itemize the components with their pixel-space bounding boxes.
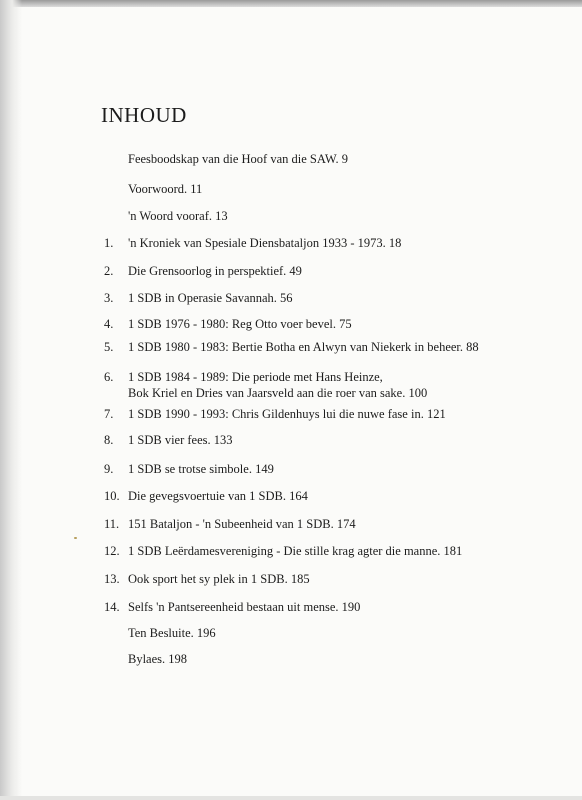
toc-entry-text <box>128 651 187 667</box>
toc-entry-text <box>128 208 228 224</box>
toc-entry-text <box>128 263 302 279</box>
toc-entry-text <box>128 406 446 422</box>
toc-entry-line: Bylaes. 198 <box>128 652 188 666</box>
toc-entry-line: 1 SDB Leërdamesvereniging - Die stille krag agter die manne. 181 <box>128 544 463 558</box>
toc-entry-text <box>128 571 310 587</box>
toc-entry-line: Die Grensoorlog in perspektief. 49 <box>128 264 302 278</box>
toc-entry-line: 1 SDB in Operasie Savannah. 56 <box>128 291 293 305</box>
toc-entry-number: 6. <box>104 370 114 384</box>
toc-entry-number: 8. <box>104 433 114 447</box>
toc-entry-text <box>128 488 308 504</box>
toc-entry-text <box>128 290 293 306</box>
toc-entry-number: 14. <box>104 600 120 614</box>
toc-entry-line: 'n Woord vooraf. 13 <box>128 209 228 223</box>
toc-entry-text <box>128 316 352 332</box>
toc-entry-line: 1 SDB vier fees. 133 <box>128 433 233 447</box>
toc-entry-text <box>128 625 216 641</box>
page-top-edge <box>0 0 582 7</box>
toc-entry-line: Ten Besluite. 196 <box>128 626 216 640</box>
paper-speck <box>74 537 77 539</box>
toc-entry-text <box>128 461 274 477</box>
toc-entry-line: 1 SDB 1980 - 1983: Bertie Botha en Alwyn van Niekerk in beheer. 88 <box>128 340 479 354</box>
toc-entry-number: 13. <box>104 572 120 586</box>
toc-entry-text <box>128 516 356 532</box>
toc-entry-line: 1 SDB se trotse simbole. 149 <box>128 462 274 476</box>
toc-entry-line: Bok Kriel en Dries van Jaarsveld aan die roer van sake. 100 <box>128 386 428 400</box>
toc-entry-line: Ook sport het sy plek in 1 SDB. 185 <box>128 572 310 586</box>
toc-entry-number: 12. <box>104 544 120 558</box>
toc-entry-text <box>128 235 401 251</box>
toc-entry-line: 1 SDB 1990 - 1993: Chris Gildenhuys lui die nuwe fase in. 121 <box>128 407 446 421</box>
toc-entry-number: 10. <box>104 489 120 503</box>
page-title: INHOUD <box>101 103 187 127</box>
toc-entry-number: 1. <box>104 236 114 250</box>
toc-entry-number: 9. <box>104 462 114 476</box>
toc-entry-line: Selfs 'n Pantsereenheid bestaan uit mense. 190 <box>128 600 361 614</box>
binding-shadow <box>0 0 22 800</box>
toc-entry-text <box>128 369 427 401</box>
toc-entry-number: 11. <box>104 517 120 531</box>
toc-entry-number: 7. <box>104 407 114 421</box>
page-bottom-edge <box>0 796 582 800</box>
toc-entry-line: Feesboodskap van die Hoof van die SAW. 9 <box>128 152 349 166</box>
toc-entry-text <box>128 151 348 167</box>
toc-entry-line: Die gevegsvoertuie van 1 SDB. 164 <box>128 489 308 503</box>
toc-entry-line: 151 Bataljon - 'n Subeenheid van 1 SDB. 174 <box>128 517 356 531</box>
toc-entry-line: 'n Kroniek van Spesiale Diensbataljon 1933 - 1973. 18 <box>128 236 402 250</box>
toc-entry-text <box>128 543 462 559</box>
toc-entry-text <box>128 339 479 355</box>
toc-entry-number: 3. <box>104 291 114 305</box>
toc-entry-line: 1 SDB 1984 - 1989: Die periode met Hans Heinze, <box>128 370 383 384</box>
toc-entry-text <box>128 432 233 448</box>
toc-entry-text <box>128 181 202 197</box>
toc-entry-number: 2. <box>104 264 114 278</box>
toc-entry-line: Voorwoord. 11 <box>128 182 203 196</box>
toc-entry-number: 5. <box>104 340 114 354</box>
toc-entry-line: 1 SDB 1976 - 1980: Reg Otto voer bevel. 75 <box>128 317 352 331</box>
toc-entry-number: 4. <box>104 317 114 331</box>
toc-entry-text <box>128 599 360 615</box>
